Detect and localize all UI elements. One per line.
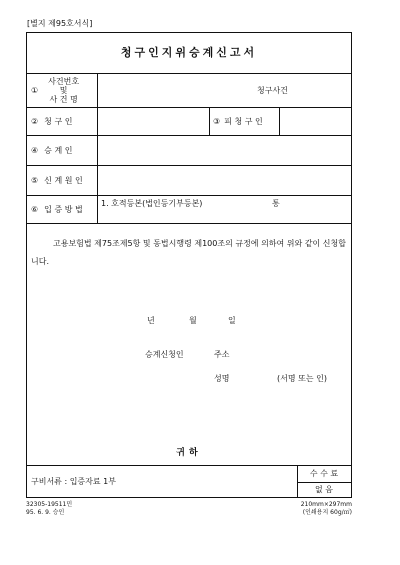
reporter-row — [27, 165, 351, 196]
proof-value-text: 1. 호적등본(법인등기부등본) — [101, 199, 203, 208]
successor-label — [27, 135, 97, 165]
footer-left — [26, 501, 72, 517]
addressee-label: 귀하 — [176, 448, 202, 458]
fee-label — [297, 466, 351, 483]
footer-right — [301, 501, 352, 517]
case-number-marker: ① — [31, 85, 39, 95]
proof-label-text: 입 증 방 법 — [44, 204, 83, 214]
fee-value-text: 없 음 — [315, 484, 333, 494]
proof-label — [27, 195, 97, 223]
form-title: 청구인지위승계신고서 — [27, 33, 351, 74]
reporter-number-marker: ⑤ — [31, 175, 39, 185]
name-label: 성명 — [214, 374, 230, 383]
claimant-number-marker: ② — [31, 116, 39, 126]
footer-approval-date: 95. 6. 9. 승인 — [26, 509, 65, 516]
attachments-text — [31, 466, 291, 497]
applicant-label: 승계신청인 — [145, 350, 184, 359]
case-label-line2: 및 — [59, 85, 68, 95]
form-number-note: [별지 제95호서식] — [27, 19, 93, 28]
declaration-text — [31, 235, 347, 271]
footer-paper-size: 210mm×297mm — [300, 501, 352, 508]
successor-label-text: 승 계 인 — [44, 145, 73, 155]
reporter-label-text: 신 계 원 인 — [44, 175, 83, 185]
proof-value — [101, 195, 261, 223]
claimant-field[interactable] — [97, 107, 209, 135]
case-value[interactable] — [257, 73, 351, 107]
date-year[interactable]: 년 — [147, 316, 155, 325]
signature-seal-note: (서명 또는 인) — [277, 374, 327, 383]
footer-paper-weight: (인쇄용지 60g/㎡) — [302, 509, 352, 516]
date-month[interactable]: 월 — [189, 316, 197, 325]
case-label — [27, 73, 97, 107]
claimant-row — [27, 107, 351, 136]
reporter-label — [27, 165, 97, 195]
successor-number-marker: ④ — [31, 145, 39, 155]
case-label-line3: 사 건 명 — [49, 94, 78, 104]
case-value-text: 청구사건 — [257, 85, 288, 95]
attachments-row — [27, 465, 351, 497]
fee-label-text: 수 수 료 — [309, 469, 339, 479]
proof-row — [27, 195, 351, 224]
respondent-number-marker: ③ — [213, 116, 221, 126]
reporter-field[interactable] — [97, 165, 351, 195]
fee-value — [297, 482, 351, 498]
claimant-label — [27, 107, 97, 135]
successor-row — [27, 135, 351, 166]
date-day[interactable]: 일 — [228, 316, 236, 325]
case-row — [27, 73, 351, 108]
proof-number-marker: ⑥ — [31, 204, 39, 214]
proof-unit — [272, 195, 292, 223]
case-label-line1: 사건번호 — [48, 76, 80, 86]
footer-form-code: 32305-19511민 — [26, 501, 73, 508]
address-label: 주소 — [214, 350, 230, 359]
respondent-label — [209, 107, 279, 135]
attachments-text-content: 구비서류 : 입증자료 1부 — [31, 477, 116, 486]
claimant-label-text: 청 구 인 — [44, 116, 73, 126]
declaration-text-content: 고용보험법 제75조제5항 및 동법시행령 제100조의 규정에 의하여 위와 같이 신청합니다. — [31, 239, 346, 266]
application-form — [26, 32, 352, 498]
respondent-label-text: 피 청 구 인 — [224, 116, 263, 126]
proof-unit-text: 통 — [272, 199, 280, 208]
respondent-field[interactable] — [279, 107, 351, 135]
successor-field[interactable] — [97, 135, 351, 165]
